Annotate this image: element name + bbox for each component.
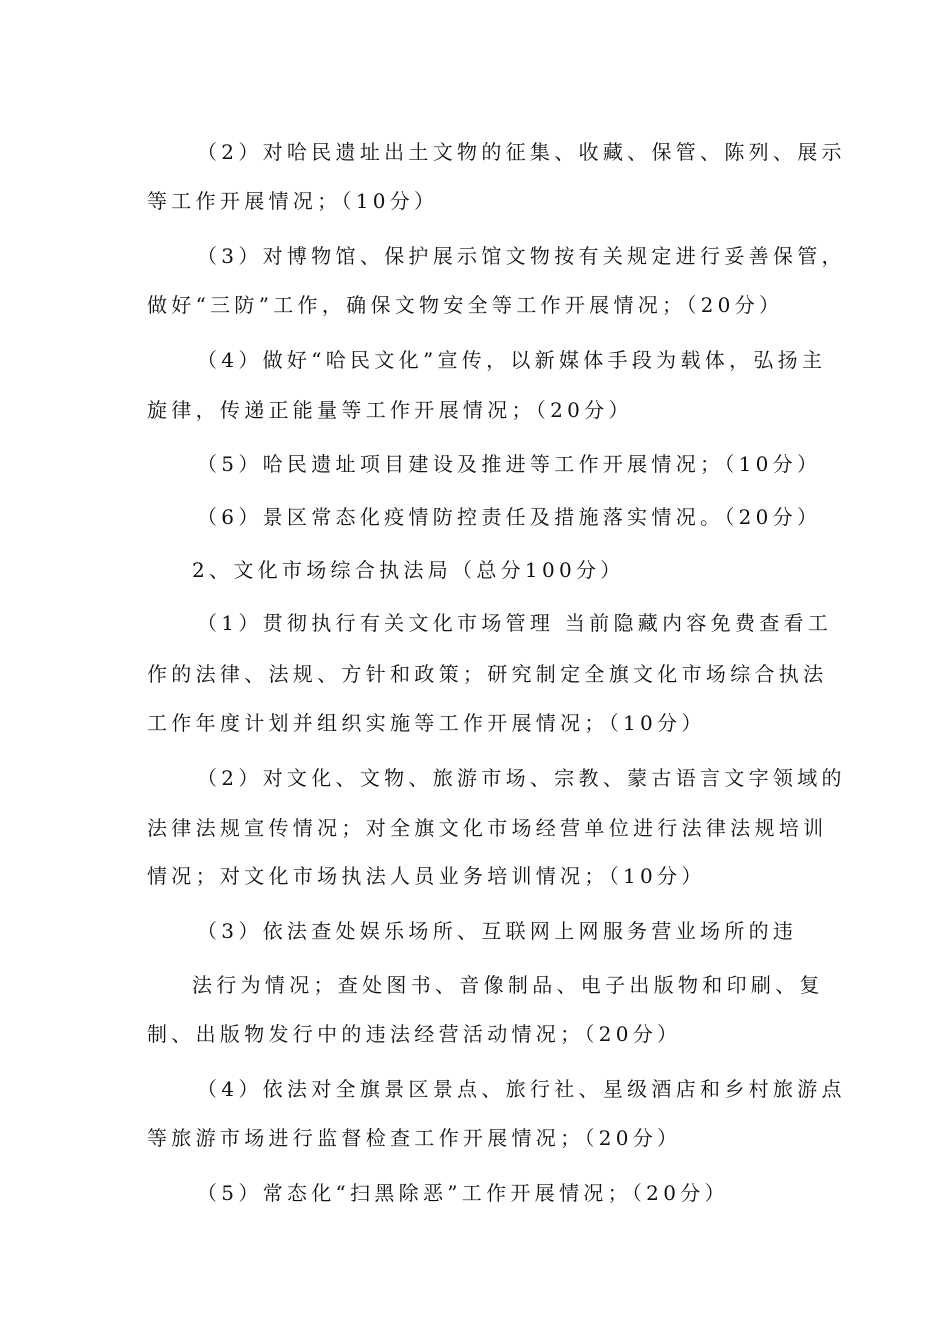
text-line: 旋律，传递正能量等工作开展情况；（20分） <box>147 398 633 422</box>
text-line: （4）依法对全旗景区景点、旅行社、星级酒店和乡村旅游点 <box>197 1077 846 1101</box>
text-line: （4）做好“哈民文化”宣传，以新媒体手段为载体，弘扬主 <box>197 348 827 372</box>
text-line: （2）对哈民遗址出土文物的征集、收藏、保管、陈列、展示 <box>197 140 846 164</box>
text-line: 情况；对文化市场执法人员业务培训情况；（10分） <box>147 864 706 888</box>
text-line: 法行为情况；查处图书、音像制品、电子出版物和印刷、复 <box>192 973 824 997</box>
text-line: 等工作开展情况；（10分） <box>147 189 439 213</box>
text-line: （2）对文化、文物、旅游市场、宗教、蒙古语言文字领域的 <box>197 766 846 790</box>
text-line: 制、出版物发行中的违法经营活动情况；（20分） <box>147 1022 682 1046</box>
text-line: （6）景区常态化疫情防控责任及措施落实情况。（20分） <box>197 505 822 529</box>
text-line: （1）贯彻执行有关文化市场管理 当前隐藏内容免费查看工 <box>197 611 833 635</box>
section-heading: 2、文化市场综合执法局（总分100分） <box>192 558 625 582</box>
text-line: （3）对博物馆、保护展示馆文物按有关规定进行妥善保管， <box>197 244 846 268</box>
text-line: （3）依法查处娱乐场所、互联网上网服务营业场所的违 <box>197 919 798 943</box>
text-line: 等旅游市场进行监督检查工作开展情况；（20分） <box>147 1126 682 1150</box>
text-line: （5）哈民遗址项目建设及推进等工作开展情况；（10分） <box>197 452 822 476</box>
text-line: 作的法律、法规、方针和政策；研究制定全旗文化市场综合执法 <box>147 662 828 686</box>
text-line: 法律法规宣传情况；对全旗文化市场经营单位进行法律法规培训 <box>147 816 828 840</box>
text-line: （5）常态化“扫黑除恶”工作开展情况；（20分） <box>197 1181 729 1205</box>
text-line: 做好“三防”工作，确保文物安全等工作开展情况；（20分） <box>147 293 784 317</box>
text-line: 工作年度计划并组织实施等工作开展情况；（10分） <box>147 711 706 735</box>
